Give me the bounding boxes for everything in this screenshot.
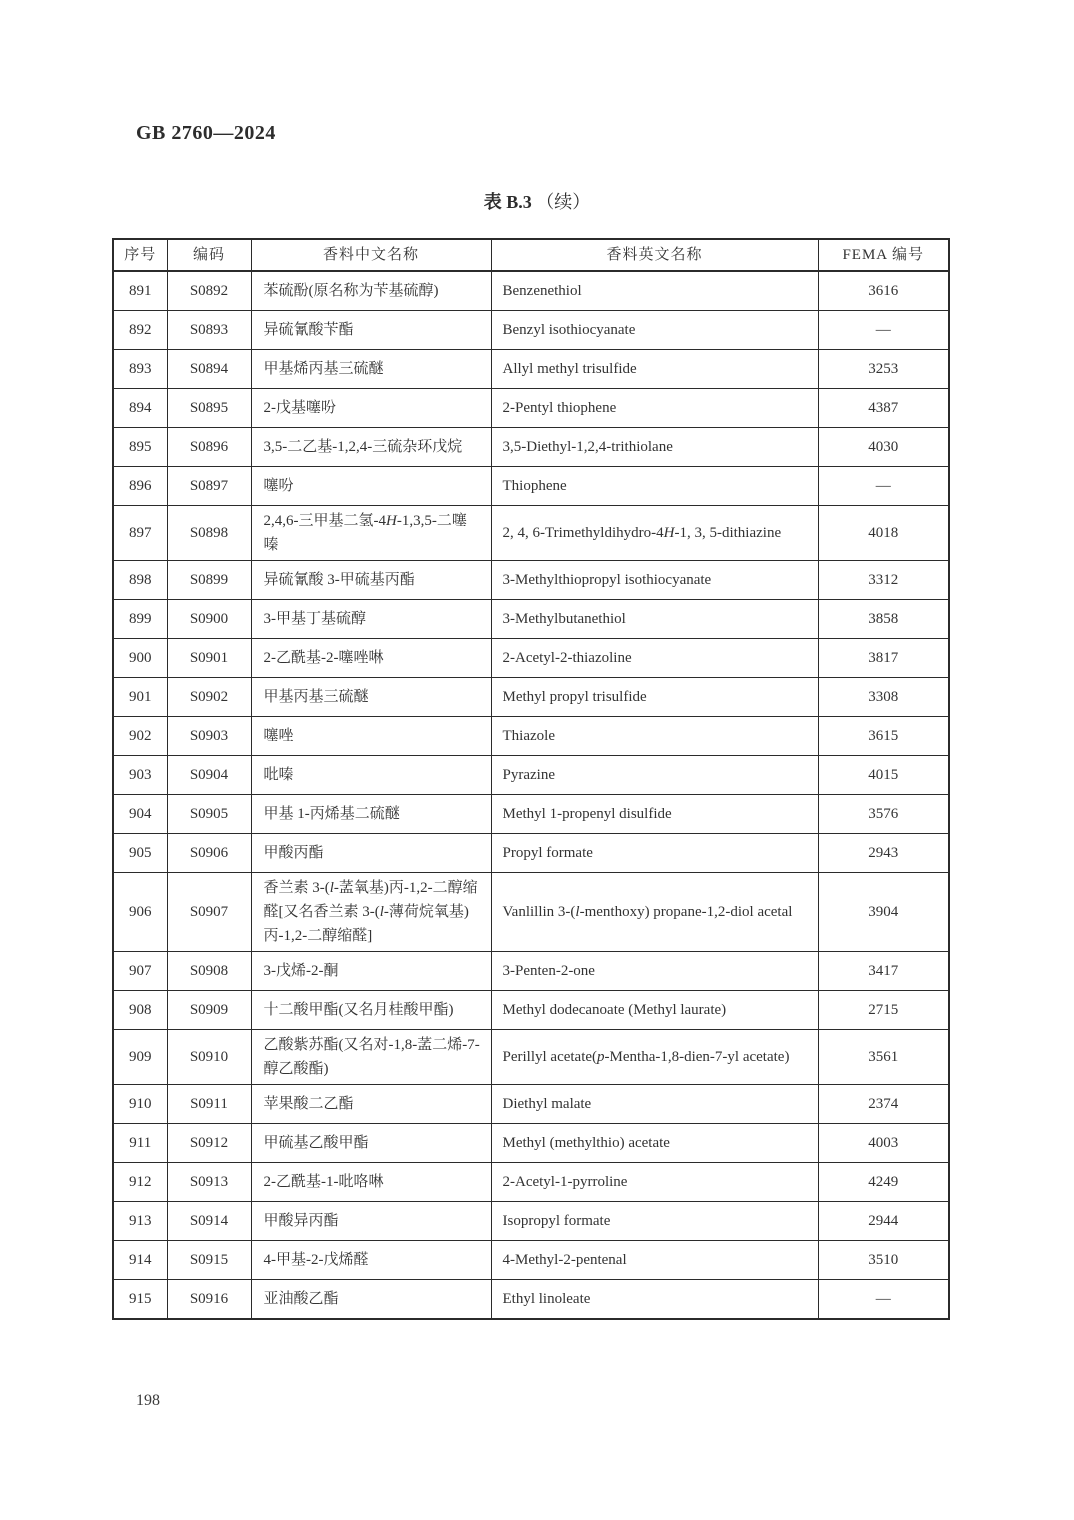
- cell-no: 907: [113, 952, 167, 991]
- cell-code: S0903: [167, 717, 251, 756]
- cell-fema: 2715: [818, 991, 949, 1030]
- table-row: [113, 1280, 949, 1320]
- cell-en: Methyl 1-propenyl disulfide: [491, 795, 818, 834]
- cell-cn: 十二酸甲酯(又名月桂酸甲酯): [251, 991, 491, 1030]
- cell-code: S0904: [167, 756, 251, 795]
- cell-cn: 3-甲基丁基硫醇: [251, 600, 491, 639]
- table-row: [113, 873, 949, 952]
- table-row: [113, 1124, 949, 1163]
- cell-no: 897: [113, 506, 167, 561]
- cell-code: S0893: [167, 311, 251, 350]
- cell-code: S0907: [167, 873, 251, 952]
- cell-fema: 3253: [818, 350, 949, 389]
- cell-fema: 3417: [818, 952, 949, 991]
- cell-no: 891: [113, 271, 167, 311]
- cell-no: 912: [113, 1163, 167, 1202]
- cell-no: 915: [113, 1280, 167, 1320]
- cell-en: Ethyl linoleate: [491, 1280, 818, 1320]
- table-row: [113, 350, 949, 389]
- table-row: [113, 467, 949, 506]
- cell-en: 3-Penten-2-one: [491, 952, 818, 991]
- cell-en: Perillyl acetate(p-Mentha-1,8-dien-7-yl acetate): [491, 1030, 818, 1085]
- cell-no: 900: [113, 639, 167, 678]
- table-header: [113, 239, 949, 271]
- cell-no: 914: [113, 1241, 167, 1280]
- cell-code: S0915: [167, 1241, 251, 1280]
- cell-fema: 3616: [818, 271, 949, 311]
- cell-code: S0911: [167, 1085, 251, 1124]
- table-title-continued: （续）: [536, 192, 591, 212]
- cell-en: 3-Methylbutanethiol: [491, 600, 818, 639]
- cell-fema: 3312: [818, 561, 949, 600]
- table-body: [113, 271, 949, 1319]
- cell-fema: 3615: [818, 717, 949, 756]
- cell-no: 905: [113, 834, 167, 873]
- cell-no: 893: [113, 350, 167, 389]
- cell-code: S0910: [167, 1030, 251, 1085]
- cell-code: S0897: [167, 467, 251, 506]
- cell-no: 898: [113, 561, 167, 600]
- table-row: [113, 639, 949, 678]
- cell-no: 896: [113, 467, 167, 506]
- cell-en: Benzyl isothiocyanate: [491, 311, 818, 350]
- cell-code: S0896: [167, 428, 251, 467]
- table-row: [113, 834, 949, 873]
- table-row: [113, 678, 949, 717]
- cell-no: 904: [113, 795, 167, 834]
- cell-code: S0899: [167, 561, 251, 600]
- cell-no: 910: [113, 1085, 167, 1124]
- cell-fema: 3576: [818, 795, 949, 834]
- cell-en: Thiophene: [491, 467, 818, 506]
- cell-fema: 4018: [818, 506, 949, 561]
- column-header-no: 序号: [113, 239, 167, 271]
- cell-cn: 4-甲基-2-戊烯醛: [251, 1241, 491, 1280]
- cell-en: Vanlillin 3-(l-menthoxy) propane-1,2-diol acetal: [491, 873, 818, 952]
- cell-cn: 亚油酸乙酯: [251, 1280, 491, 1320]
- cell-fema: —: [818, 311, 949, 350]
- column-header-code: 编码: [167, 239, 251, 271]
- cell-code: S0906: [167, 834, 251, 873]
- cell-cn: 2-乙酰基-1-吡咯啉: [251, 1163, 491, 1202]
- cell-en: 3,5-Diethyl-1,2,4-trithiolane: [491, 428, 818, 467]
- column-header-fema: FEMA 编号: [818, 239, 949, 271]
- cell-no: 906: [113, 873, 167, 952]
- cell-no: 903: [113, 756, 167, 795]
- cell-fema: 3561: [818, 1030, 949, 1085]
- cell-cn: 2-乙酰基-2-噻唑啉: [251, 639, 491, 678]
- cell-no: 895: [113, 428, 167, 467]
- cell-cn: 香兰素 3-(l-䓝氧基)丙-1,2-二醇缩醛[又名香兰素 3-(l-薄荷烷氧基)丙-1,2-二醇缩醛]: [251, 873, 491, 952]
- header-row: [113, 239, 949, 271]
- cell-code: S0892: [167, 271, 251, 311]
- table-row: [113, 1085, 949, 1124]
- table-row: [113, 389, 949, 428]
- cell-no: 911: [113, 1124, 167, 1163]
- table-row: [113, 991, 949, 1030]
- cell-cn: 噻唑: [251, 717, 491, 756]
- table-row: [113, 717, 949, 756]
- table-title-main: 表 B.3: [483, 192, 532, 212]
- cell-fema: 2943: [818, 834, 949, 873]
- standard-code: GB 2760—2024: [136, 122, 276, 144]
- cell-fema: 4030: [818, 428, 949, 467]
- cell-no: 901: [113, 678, 167, 717]
- cell-fema: 4249: [818, 1163, 949, 1202]
- cell-code: S0902: [167, 678, 251, 717]
- cell-fema: —: [818, 467, 949, 506]
- table-row: [113, 756, 949, 795]
- cell-en: 4-Methyl-2-pentenal: [491, 1241, 818, 1280]
- cell-cn: 甲基丙基三硫醚: [251, 678, 491, 717]
- cell-fema: 2944: [818, 1202, 949, 1241]
- cell-code: S0894: [167, 350, 251, 389]
- cell-cn: 甲基 1-丙烯基二硫醚: [251, 795, 491, 834]
- cell-code: S0912: [167, 1124, 251, 1163]
- table-row: [113, 1241, 949, 1280]
- cell-fema: 4387: [818, 389, 949, 428]
- cell-en: 2, 4, 6-Trimethyldihydro-4H-1, 3, 5-dithiazine: [491, 506, 818, 561]
- cell-fema: 3904: [818, 873, 949, 952]
- table-row: [113, 428, 949, 467]
- table-row: [113, 561, 949, 600]
- cell-code: S0916: [167, 1280, 251, 1320]
- cell-fema: 4015: [818, 756, 949, 795]
- table-row: [113, 1202, 949, 1241]
- column-header-en-name: 香料英文名称: [491, 239, 818, 271]
- cell-cn: 3-戊烯-2-酮: [251, 952, 491, 991]
- cell-en: Propyl formate: [491, 834, 818, 873]
- cell-en: Isopropyl formate: [491, 1202, 818, 1241]
- cell-cn: 甲酸丙酯: [251, 834, 491, 873]
- cell-cn: 吡嗪: [251, 756, 491, 795]
- cell-code: S0901: [167, 639, 251, 678]
- table-title: [0, 188, 1074, 214]
- cell-cn: 苹果酸二乙酯: [251, 1085, 491, 1124]
- cell-cn: 乙酸紫苏酯(又名对-1,8-䓝二烯-7-醇乙酸酯): [251, 1030, 491, 1085]
- cell-cn: 甲硫基乙酸甲酯: [251, 1124, 491, 1163]
- table-row: [113, 311, 949, 350]
- cell-en: 2-Acetyl-2-thiazoline: [491, 639, 818, 678]
- table-row: [113, 506, 949, 561]
- cell-code: S0895: [167, 389, 251, 428]
- cell-en: Pyrazine: [491, 756, 818, 795]
- cell-code: S0913: [167, 1163, 251, 1202]
- cell-no: 894: [113, 389, 167, 428]
- cell-no: 909: [113, 1030, 167, 1085]
- table-row: [113, 1163, 949, 1202]
- table-row: [113, 795, 949, 834]
- cell-cn: 苯硫酚(原名称为苄基硫醇): [251, 271, 491, 311]
- page-number: 198: [136, 1392, 160, 1409]
- cell-fema: 3858: [818, 600, 949, 639]
- cell-en: Allyl methyl trisulfide: [491, 350, 818, 389]
- cell-cn: 2,4,6-三甲基二氢-4H-1,3,5-二噻嗪: [251, 506, 491, 561]
- cell-code: S0898: [167, 506, 251, 561]
- cell-en: 3-Methylthiopropyl isothiocyanate: [491, 561, 818, 600]
- cell-en: Methyl (methylthio) acetate: [491, 1124, 818, 1163]
- cell-no: 902: [113, 717, 167, 756]
- cell-en: Methyl dodecanoate (Methyl laurate): [491, 991, 818, 1030]
- cell-en: Thiazole: [491, 717, 818, 756]
- cell-no: 908: [113, 991, 167, 1030]
- table-row: [113, 600, 949, 639]
- cell-cn: 2-戊基噻吩: [251, 389, 491, 428]
- cell-fema: 3510: [818, 1241, 949, 1280]
- cell-fema: 3308: [818, 678, 949, 717]
- cell-no: 899: [113, 600, 167, 639]
- cell-no: 892: [113, 311, 167, 350]
- cell-code: S0909: [167, 991, 251, 1030]
- cell-en: Diethyl malate: [491, 1085, 818, 1124]
- cell-en: Methyl propyl trisulfide: [491, 678, 818, 717]
- cell-code: S0900: [167, 600, 251, 639]
- cell-no: 913: [113, 1202, 167, 1241]
- cell-code: S0908: [167, 952, 251, 991]
- cell-fema: 3817: [818, 639, 949, 678]
- cell-cn: 3,5-二乙基-1,2,4-三硫杂环戊烷: [251, 428, 491, 467]
- cell-cn: 甲酸异丙酯: [251, 1202, 491, 1241]
- cell-fema: —: [818, 1280, 949, 1320]
- cell-en: Benzenethiol: [491, 271, 818, 311]
- cell-code: S0914: [167, 1202, 251, 1241]
- table-row: [113, 1030, 949, 1085]
- cell-cn: 异硫氰酸 3-甲硫基丙酯: [251, 561, 491, 600]
- cell-code: S0905: [167, 795, 251, 834]
- cell-cn: 噻吩: [251, 467, 491, 506]
- flavor-table: [112, 238, 950, 1320]
- cell-cn: 异硫氰酸苄酯: [251, 311, 491, 350]
- cell-cn: 甲基烯丙基三硫醚: [251, 350, 491, 389]
- cell-fema: 2374: [818, 1085, 949, 1124]
- cell-fema: 4003: [818, 1124, 949, 1163]
- table-row: [113, 952, 949, 991]
- column-header-cn-name: 香料中文名称: [251, 239, 491, 271]
- cell-en: 2-Acetyl-1-pyrroline: [491, 1163, 818, 1202]
- table-row: [113, 271, 949, 311]
- cell-en: 2-Pentyl thiophene: [491, 389, 818, 428]
